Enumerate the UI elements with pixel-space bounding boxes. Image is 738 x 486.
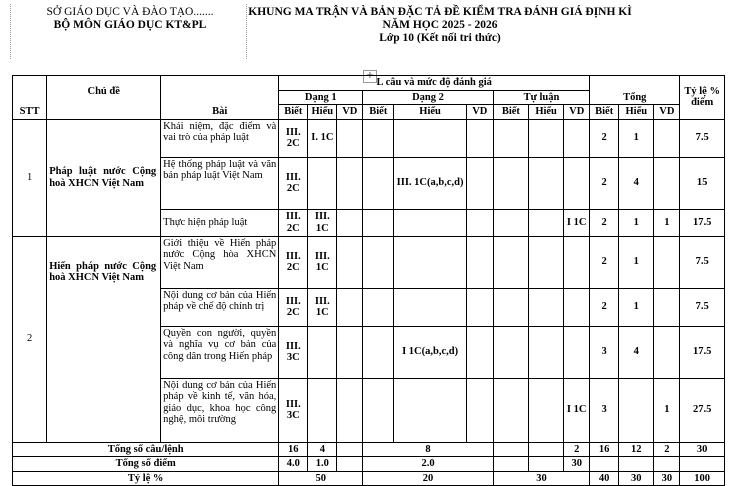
cell-total-vd xyxy=(654,157,680,209)
cell-d1-hieu: III. 1C xyxy=(308,288,337,326)
cell-tl-biet xyxy=(493,288,528,326)
cell-d2-vd xyxy=(466,326,493,378)
total-p-tl-biet xyxy=(493,457,528,472)
cell-total-biet: 2 xyxy=(590,288,619,326)
cell-d1-biet: III. 2C xyxy=(279,157,308,209)
grade-label: Lớp 10 (Kết nối tri thức) xyxy=(379,32,501,44)
level-biet: Biết xyxy=(590,105,619,120)
ratio-hieu: 30 xyxy=(619,471,654,486)
cell-ratio: 7.5 xyxy=(680,236,725,288)
total-header: Tổng xyxy=(590,76,680,105)
cell-tl-vd xyxy=(564,326,590,378)
cell-total-hieu: 1 xyxy=(619,288,654,326)
cell-tl-hieu xyxy=(529,157,564,209)
cell-total-vd: 1 xyxy=(654,378,680,442)
cell-d2-hieu xyxy=(394,288,467,326)
level-vd: VD xyxy=(466,105,493,120)
topic-stt: 1 xyxy=(13,119,47,236)
cell-ratio: 7.5 xyxy=(680,119,725,157)
cell-total-vd xyxy=(654,326,680,378)
total-q-d2: 8 xyxy=(363,442,494,457)
document-title: KHUNG MA TRẬN VÀ BẢN ĐẶC TẢ ĐỀ KIỂM TRA ĐÁNH GIÁ ĐỊNH KÌ xyxy=(248,6,632,18)
cell-tl-biet xyxy=(493,378,528,442)
cell-d1-vd xyxy=(337,209,363,236)
ratio-biet: 40 xyxy=(590,471,619,486)
cell-d1-vd xyxy=(337,119,363,157)
total-p-hieu xyxy=(619,457,654,472)
cell-d1-vd xyxy=(337,326,363,378)
cell-total-biet: 2 xyxy=(590,157,619,209)
header-row-1 xyxy=(13,76,725,91)
cell-total-hieu: 4 xyxy=(619,157,654,209)
cell-d2-biet xyxy=(363,119,394,157)
level-vd: VD xyxy=(564,105,590,120)
topic-name: Pháp luật nước Cộng hoà XHCN Việt Nam xyxy=(47,119,161,236)
total-q-biet: 16 xyxy=(590,442,619,457)
cell-d2-hieu xyxy=(394,209,467,236)
total-points-row xyxy=(13,457,725,472)
cell-total-vd: 1 xyxy=(654,209,680,236)
total-p-tl-hieu xyxy=(529,457,564,472)
total-questions-row xyxy=(13,442,725,457)
cell-d1-hieu: III. 1C xyxy=(308,236,337,288)
cell-d2-biet xyxy=(363,288,394,326)
cell-total-hieu: 1 xyxy=(619,209,654,236)
cell-tl-biet xyxy=(493,209,528,236)
total-p-tl-vd: 30 xyxy=(564,457,590,472)
lesson-name: Thực hiện pháp luật xyxy=(161,209,279,236)
total-p-biet xyxy=(590,457,619,472)
total-p-ratio xyxy=(680,457,725,472)
essay-header: Tự luận xyxy=(493,90,589,105)
total-q-d1-biet: 16 xyxy=(279,442,308,457)
cell-d1-hieu: III. 1C xyxy=(308,209,337,236)
cell-ratio: 15 xyxy=(680,157,725,209)
cell-d2-vd xyxy=(466,157,493,209)
cell-d1-biet: III. 2C xyxy=(279,236,308,288)
cell-total-biet: 2 xyxy=(590,209,619,236)
lesson-name: Nội dung cơ bản của Hiến pháp về chế độ chính trị xyxy=(161,288,279,326)
cell-d2-biet xyxy=(363,326,394,378)
cell-d2-hieu: III. 1C(a,b,c,d) xyxy=(394,157,467,209)
cell-tl-biet xyxy=(493,157,528,209)
total-q-d1-vd xyxy=(337,442,363,457)
cell-d1-hieu xyxy=(308,157,337,209)
cell-d2-biet xyxy=(363,209,394,236)
level-hieu: Hiểu xyxy=(394,105,467,120)
total-q-hieu: 12 xyxy=(619,442,654,457)
cell-ratio: 17.5 xyxy=(680,209,725,236)
cell-d1-hieu: I. 1C xyxy=(308,119,337,157)
ratio-label: Tỷ lệ % xyxy=(13,471,279,486)
ratio-header: Tỷ lệ % điểm xyxy=(680,76,725,120)
cell-d2-biet xyxy=(363,236,394,288)
cell-tl-vd: I 1C xyxy=(564,209,590,236)
total-questions-label: Tổng số câu/lệnh xyxy=(13,442,279,457)
lesson-name: Giới thiệu về Hiến pháp nước Cộng hòa XHCN Việt Nam xyxy=(161,236,279,288)
level-hieu: Hiểu xyxy=(529,105,564,120)
cell-total-biet: 2 xyxy=(590,119,619,157)
ratio-row xyxy=(13,471,725,486)
cell-total-vd xyxy=(654,236,680,288)
cell-d1-biet: III. 3C xyxy=(279,326,308,378)
total-q-vd: 2 xyxy=(654,442,680,457)
cell-d2-vd xyxy=(466,236,493,288)
lesson-name: Quyền con người, quyền và nghĩa vụ cơ bản của công dân trong Hiến pháp xyxy=(161,326,279,378)
cell-d2-hieu xyxy=(394,236,467,288)
cell-total-hieu: 1 xyxy=(619,236,654,288)
cell-d1-vd xyxy=(337,236,363,288)
cell-total-biet: 3 xyxy=(590,378,619,442)
cell-total-hieu xyxy=(619,378,654,442)
table-move-handle-icon[interactable]: + xyxy=(363,70,377,83)
total-q-tl-biet xyxy=(493,442,528,457)
cell-d2-vd xyxy=(466,288,493,326)
cell-d1-biet: III. 2C xyxy=(279,288,308,326)
level-biet: Biết xyxy=(363,105,394,120)
department-line-1: SỞ GIÁO DỤC VÀ ĐÀO TẠO....... xyxy=(46,6,214,18)
cell-tl-vd xyxy=(564,119,590,157)
cell-d2-vd xyxy=(466,209,493,236)
cell-d2-vd xyxy=(466,378,493,442)
type1-header: Dạng 1 xyxy=(279,90,363,105)
total-q-ratio: 30 xyxy=(680,442,725,457)
level-hieu: Hiểu xyxy=(308,105,337,120)
ratio-total: 100 xyxy=(680,471,725,486)
cell-tl-hieu xyxy=(529,209,564,236)
cell-tl-biet xyxy=(493,326,528,378)
total-q-tl-vd: 2 xyxy=(564,442,590,457)
lesson-name: Nội dung cơ bản của Hiến pháp về kinh tế, văn hóa, giáo dục, khoa học công nghệ, môi trường xyxy=(161,378,279,442)
type2-header: Dạng 2 xyxy=(363,90,494,105)
matrix-table xyxy=(12,75,725,486)
cell-d1-vd xyxy=(337,157,363,209)
cell-tl-vd xyxy=(564,236,590,288)
total-p-d1-vd xyxy=(337,457,363,472)
cell-d2-biet xyxy=(363,378,394,442)
col-topic-header: Chủ đề xyxy=(47,76,161,120)
level-vd: VD xyxy=(654,105,680,120)
cell-total-biet: 2 xyxy=(590,236,619,288)
cell-ratio: 17.5 xyxy=(680,326,725,378)
cell-total-vd xyxy=(654,288,680,326)
total-points-label: Tổng số điểm xyxy=(13,457,279,472)
table-row xyxy=(13,119,725,157)
school-year: NĂM HỌC 2025 - 2026 xyxy=(382,19,498,31)
question-type-group-header: L câu và mức độ đánh giá xyxy=(279,76,590,91)
cell-d1-vd xyxy=(337,288,363,326)
cell-d1-hieu xyxy=(308,378,337,442)
cell-tl-hieu xyxy=(529,378,564,442)
cell-d2-hieu xyxy=(394,378,467,442)
ratio-vd: 30 xyxy=(654,471,680,486)
col-stt-header: STT xyxy=(13,76,47,120)
cell-d2-hieu xyxy=(394,119,467,157)
total-p-d1-biet: 4.0 xyxy=(279,457,308,472)
ratio-d1: 50 xyxy=(279,471,363,486)
total-q-tl-hieu xyxy=(529,442,564,457)
cell-total-biet: 3 xyxy=(590,326,619,378)
cell-d2-hieu: I 1C(a,b,c,d) xyxy=(394,326,467,378)
ratio-tl: 30 xyxy=(493,471,589,486)
total-p-d1-hieu: 1.0 xyxy=(308,457,337,472)
cell-ratio: 27.5 xyxy=(680,378,725,442)
total-p-d2: 2.0 xyxy=(363,457,494,472)
cell-total-hieu: 4 xyxy=(619,326,654,378)
cell-d1-vd xyxy=(337,378,363,442)
lesson-name: Khái niệm, đặc điểm và vai trò của pháp luật xyxy=(161,119,279,157)
header-divider-left xyxy=(10,4,12,59)
ratio-d2: 20 xyxy=(363,471,494,486)
cell-tl-vd xyxy=(564,157,590,209)
cell-total-hieu: 1 xyxy=(619,119,654,157)
level-hieu: Hiểu xyxy=(619,105,654,120)
level-vd: VD xyxy=(337,105,363,120)
level-biet: Biết xyxy=(493,105,528,120)
total-q-d1-hieu: 4 xyxy=(308,442,337,457)
cell-tl-hieu xyxy=(529,119,564,157)
topic-stt: 2 xyxy=(13,236,47,442)
cell-tl-biet xyxy=(493,119,528,157)
cell-d1-biet: III. 3C xyxy=(279,378,308,442)
cell-tl-hieu xyxy=(529,236,564,288)
cell-tl-hieu xyxy=(529,326,564,378)
cell-total-vd xyxy=(654,119,680,157)
department-header xyxy=(20,6,240,32)
col-lesson-header: Bài xyxy=(161,76,279,120)
lesson-name: Hệ thống pháp luật và văn bản pháp luật Việt Nam xyxy=(161,157,279,209)
cell-tl-biet xyxy=(493,236,528,288)
cell-tl-vd: I 1C xyxy=(564,378,590,442)
cell-d2-biet xyxy=(363,157,394,209)
table-row xyxy=(13,236,725,288)
total-p-vd xyxy=(654,457,680,472)
cell-tl-vd xyxy=(564,288,590,326)
document-title-block xyxy=(240,6,640,45)
cell-d1-biet: III. 2C xyxy=(279,209,308,236)
department-line-2: BỘ MÔN GIÁO DỤC KT&PL xyxy=(53,19,207,31)
cell-d2-vd xyxy=(466,119,493,157)
cell-d1-biet: III. 2C xyxy=(279,119,308,157)
cell-d1-hieu xyxy=(308,326,337,378)
topic-name: Hiến pháp nước Cộng hoà XHCN Việt Nam xyxy=(47,236,161,442)
level-biet: Biết xyxy=(279,105,308,120)
cell-tl-hieu xyxy=(529,288,564,326)
cell-ratio: 7.5 xyxy=(680,288,725,326)
